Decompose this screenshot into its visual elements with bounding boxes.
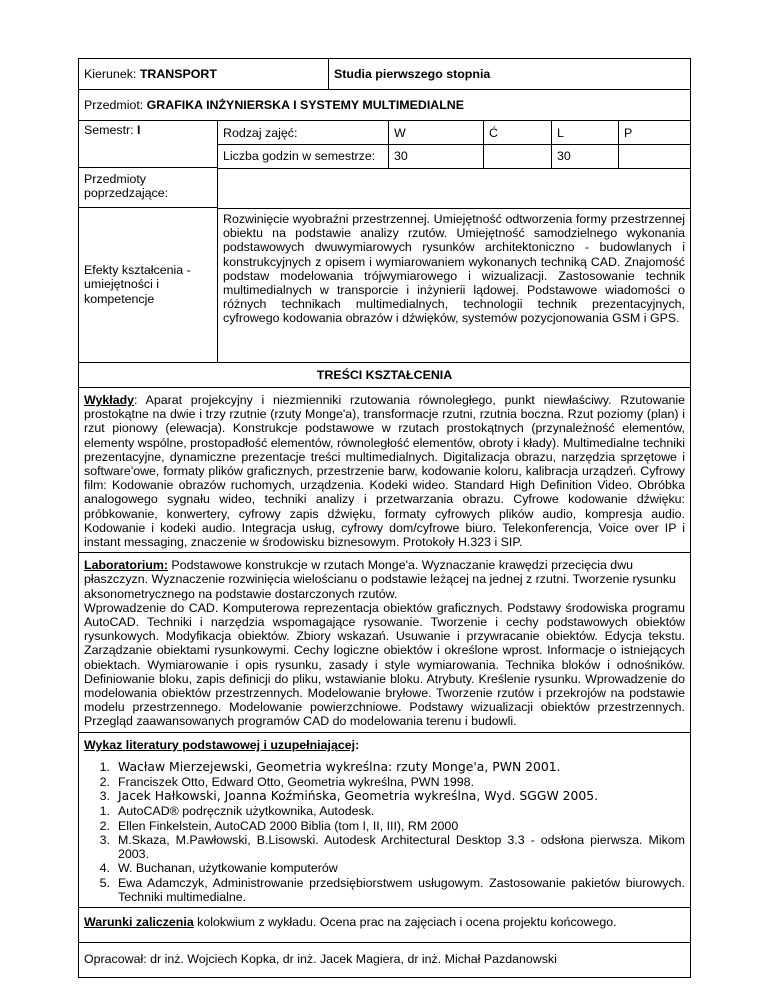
efekty-label: Efekty kształcenia - umiejętności i kompetencje	[79, 207, 217, 361]
details-block	[78, 120, 691, 362]
efekty-text: Rozwinięcie wyobraźni przestrzennej. Umiejętność odtworzenia formy przestrzennej obiektu na podstawie analizy rzutów. Umiejętność samodzielnego wykonania podstawowych dwuwymiarowych rysunków architektoniczno - budowlanych i konstrukcyjnych z opisem i wymiarowaniem wykonanych techniką CAD. Znajomość podstaw modelowania trójwymiarowego i wizualizacji. Zastosowanie technik multimedialnych w transporcie i inżynierii lądowej. Podstawowe wiadomości o różnych technikach multimedialnych, technologii technik prezentacyjnych, cyfrowego kodowania obrazów i dźwięków, systemów pozycjonowania GSM i GPS.	[218, 208, 690, 362]
warunki-label: Warunki zaliczenia	[84, 914, 194, 929]
semestr-value: I	[137, 123, 141, 137]
literatura-item	[84, 804, 685, 818]
col-c: Ć	[484, 121, 552, 144]
literatura-item-number: 3.	[99, 789, 110, 804]
laboratorium-section	[78, 552, 691, 731]
literatura-section	[78, 732, 691, 907]
godziny-c	[484, 145, 552, 168]
literatura-item	[84, 819, 685, 833]
literatura-item-text: Wacław Mierzejewski, Geometria wykreślna: rzuty Monge'a, PWN 2001.	[118, 758, 561, 774]
kierunek-value: TRANSPORT	[139, 67, 217, 81]
godziny-w: 30	[389, 145, 484, 168]
tresci-heading: TREŚCI KSZTAŁCENIA	[316, 368, 453, 382]
literatura-item-text: Jacek Hałkowski, Joanna Koźmińska, Geometria wykreślna, Wyd. SGGW 2005.	[118, 788, 599, 804]
col-w: W	[389, 121, 484, 144]
laboratorium-paragraph	[79, 553, 690, 731]
col-l: L	[552, 121, 619, 144]
literatura-item-number: 2.	[99, 775, 110, 790]
warunki-paragraph	[79, 908, 690, 942]
wyklady-section	[78, 387, 691, 552]
liczba-godzin-row	[218, 144, 690, 168]
literatura-item-text: Ewa Adamczyk, Administrowanie przedsiębiorstwem usługowym. Zastosowanie pakietów biurowych. Techniki multimedialne.	[118, 875, 685, 904]
laboratorium-text-1: Podstawowe konstrukcje w rzutach Monge'a. Wyznaczanie krawędzi przecięcia dwu płaszczyzn. Wyznaczenie rozwinięcia wielościanu o podstawie leżącej na jednej z rzutni. Tworzenie rysunku aksonometrycznego na podstawie dostarczonych rzutów.	[84, 558, 676, 601]
literatura-item	[84, 876, 685, 904]
literatura-item-number: 2.	[99, 818, 110, 833]
literatura-item-text: Ellen Finkelstein, AutoCAD 2000 Biblia (tom I, II, III), RM 2000	[118, 818, 459, 833]
przedmiot-value: GRAFIKA INŻYNIERSKA I SYSTEMY MULTIMEDIALNE	[146, 98, 465, 112]
przedmioty-poprzedzajace-value	[218, 168, 690, 208]
przedmiot-label: Przedmiot:	[84, 98, 144, 112]
semestr-label: Semestr:	[84, 123, 134, 137]
literatura-item-text: AutoCAD® podręcznik użytkownika, Autodesk.	[118, 804, 375, 819]
rodzaj-zajec-row	[218, 121, 690, 144]
literatura-item-number: 5.	[99, 875, 110, 890]
syllabus-table	[78, 58, 691, 978]
semestr-cell	[79, 121, 217, 167]
literatura-item	[84, 775, 685, 789]
opracowal-section	[78, 942, 691, 978]
kierunek-label: Kierunek:	[84, 67, 137, 81]
wyklady-label: Wykłady	[84, 393, 135, 407]
godziny-p	[619, 145, 690, 168]
literatura-list	[84, 760, 685, 904]
literatura-item-text: W. Buchanan, użytkowanie komputerów	[118, 861, 338, 876]
opracowal-text: Opracował: dr inż. Wojciech Kopka, dr inż. Jacek Magiera, dr inż. Michał Pazdanowski	[84, 951, 557, 966]
tresci-heading-row	[78, 362, 691, 387]
rodzaj-zajec-label: Rodzaj zajęć:	[218, 121, 389, 144]
wyklady-paragraph	[79, 388, 690, 552]
literatura-item	[84, 833, 685, 861]
literatura-item	[84, 861, 685, 875]
wyklady-text: : Aparat projekcyjny i niezmienniki rzutowania równoległego, punkt niewłaściwy. Rzutowanie prostokątne na dwie i trzy rzutnie (rzuty Monge'a), transformacje rzutni, rzutnia boczna. Rzut poziomy (plan) i rzut pionowy (elewacja). Konstrukcje podstawowe w rzutach prostokątnych (przynależność elementów, elementy wspólne, prostopadłość elementów, równoległość elementów, obroty i kłady). Multimedialne techniki prezentacyjne, dynamiczne prezentacje treści multimedialnych. Digitalizacja obrazu, narzędzia sprzętowe i software'owe, formaty plików graficznych, przestrzenie barw, kodowanie koloru, kalibracja urządzeń. Cyfrowy film: Kodowanie obrazów ruchomych, urządzenia. Kodeki wideo. Standard High Definition Video. Obróbka analogowego sygnału wideo, techniki analizy i przetwarzania obrazu. Cyfrowe kodowanie dźwięku: próbkowanie, konwertery, cyfrowy zapis dźwięku, formaty cyfrowych plików audio, kompresja audio. Kodowanie i kodeki audio. Integracja usług, cyfrowy dom/cyfrowe biuro. Telekonferencja, Voice over IP i instant messaging, znaczenie w środowisku biznesowym. Protokoły H.323 i SIP.	[84, 393, 685, 550]
col-p: P	[624, 126, 633, 140]
studia-level: Studia pierwszego stopnia	[334, 67, 491, 81]
literatura-colon: :	[355, 737, 360, 752]
literatura-item	[84, 760, 685, 774]
warunki-section	[78, 907, 691, 942]
literatura-item-text: M.Skaza, M.Pawłowski, B.Lisowski. Autodesk Architectural Desktop 3.3 - odsłona pierwsza. Mikom 2003.	[118, 832, 685, 862]
laboratorium-text-2: Wprowadzenie do CAD. Komputerowa reprezentacja obiektów graficznych. Podstawy środowiska programu AutoCAD. Techniki i narzędzia wspomagające rysowanie. Tworzenie i cechy podstawowych obiektów rysunkowych. Modyfikacja obiektów. Zbiory wskazań. Usuwanie i przywracanie obiektów. Edycja tekstu. Zarządzanie obiektami rysunkowymi. Cechy logiczne obiektów i określone wprost. Informacje o istniejących obiektach. Wymiarowanie i opis rysunku, zasady i style wymiarowania. Technika bloków i odnośników. Definiowanie bloku, zapis definicji do pliku, wstawianie bloku. Atrybuty. Kreślenie rysunku. Wprowadzenie do modelowania obiektów przestrzennych. Modelowanie bryłowe. Tworzenie rzutów i przekrojów na podstawie modelu przestrzennego. Modelowanie powierzchniowe. Podstawy wizualizacji obiektów przestrzennych. Przegląd zaawansowanych programów CAD do modelowania terenu i budowli.	[84, 600, 685, 729]
literatura-heading: Wykaz literatury podstawowej i uzupełniającej	[84, 737, 356, 752]
kierunek-row	[78, 58, 691, 89]
literatura-item-text: Franciszek Otto, Edward Otto, Geometria wykreślna, PWN 1998.	[118, 775, 475, 790]
literatura-item-number: 1.	[99, 759, 110, 774]
liczba-godzin-label: Liczba godzin w semestrze:	[218, 145, 389, 168]
right-content	[218, 121, 690, 362]
przedmioty-poprzedzajace-label: Przedmioty poprzedzające:	[79, 167, 217, 207]
warunki-text: kolokwium z wykładu. Ocena prac na zajęciach i ocena projektu końcowego.	[193, 914, 617, 929]
przedmiot-row	[78, 89, 691, 120]
literatura-item-number: 1.	[99, 804, 110, 819]
kierunek-cell	[79, 59, 329, 89]
literatura-item-number: 3.	[99, 832, 110, 847]
left-labels	[79, 121, 218, 362]
godziny-l: 30	[552, 145, 619, 168]
laboratorium-label: Laboratorium:	[84, 558, 168, 573]
literatura-item-number: 4.	[99, 861, 110, 876]
literatura-item	[84, 789, 685, 803]
